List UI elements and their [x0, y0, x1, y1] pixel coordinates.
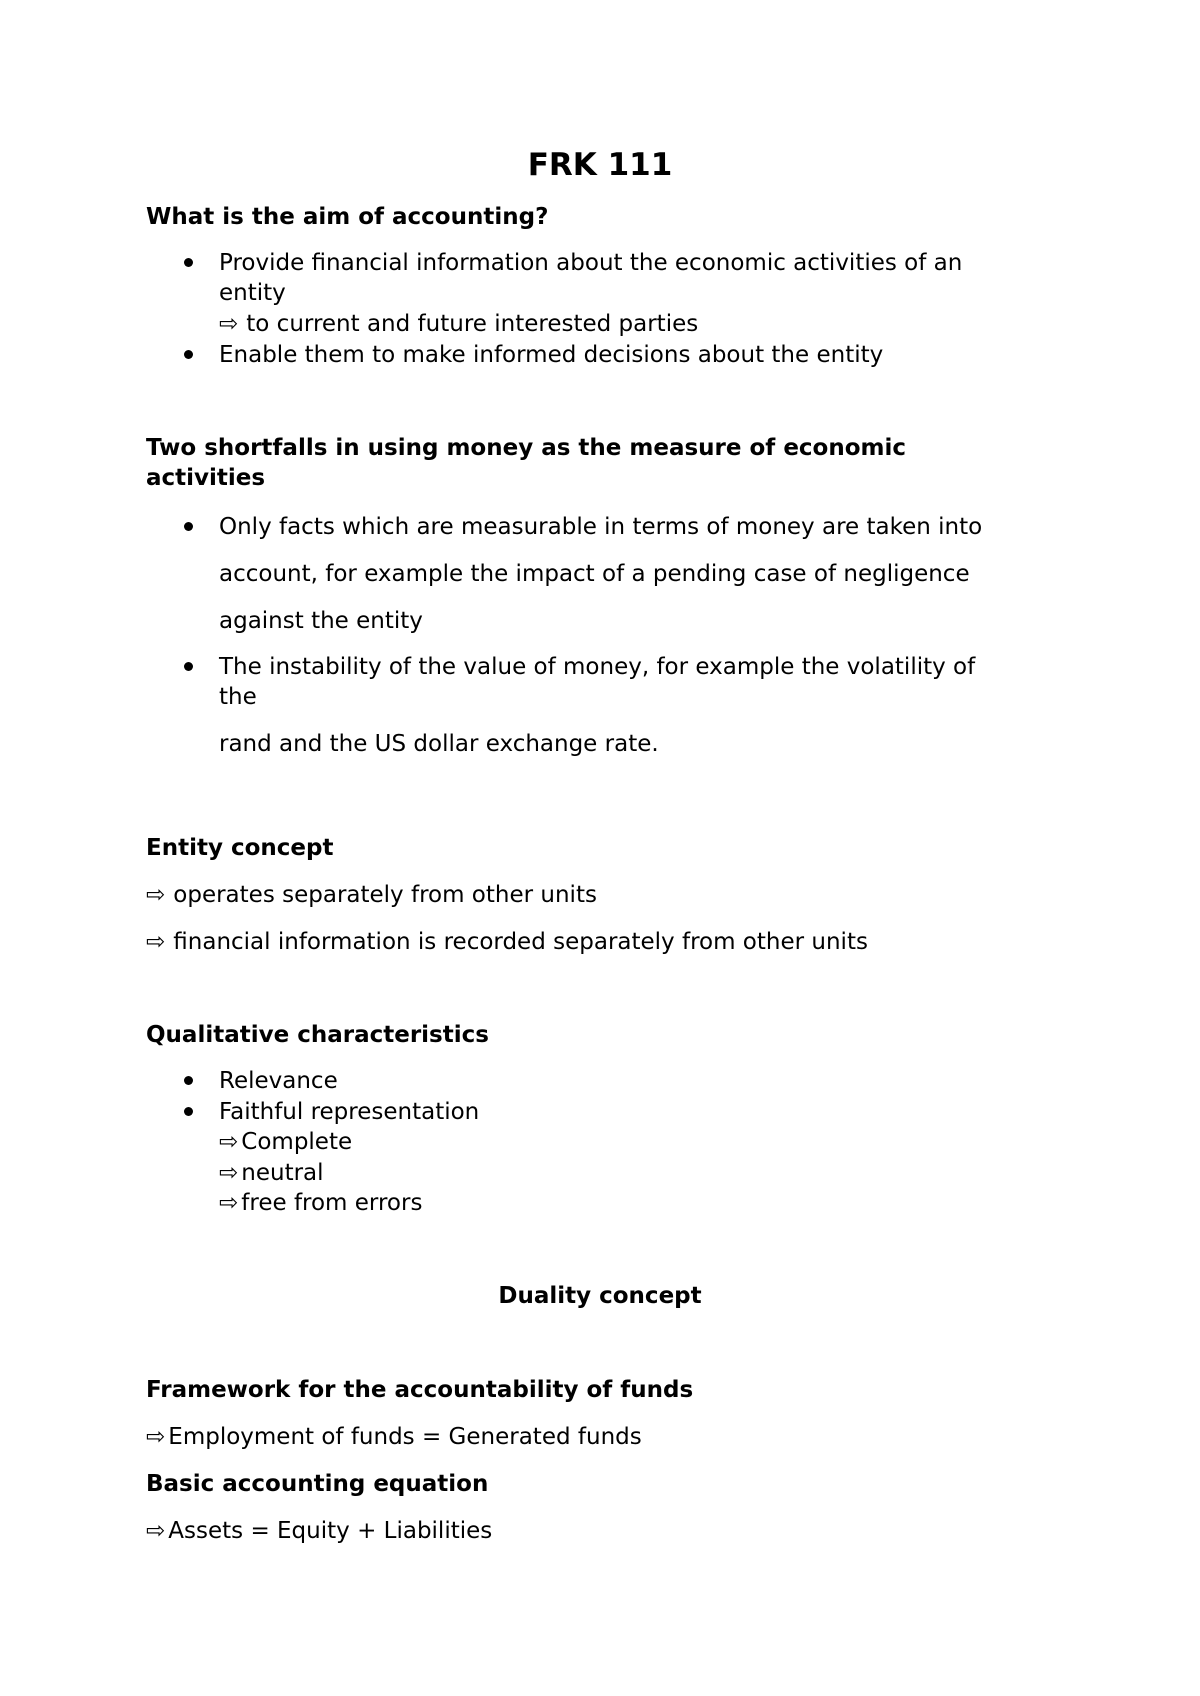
arrow-item-text: operates separately from other units: [173, 882, 597, 908]
list-item-text: account, for example the impact of a pending case of negligence: [219, 561, 970, 587]
arrow-right-icon: ⇨: [146, 1424, 166, 1450]
document-title: FRK 111: [527, 147, 673, 183]
list-item-text: The instability of the value of money, for example the volatility of: [219, 654, 976, 680]
arrow-item-text: Employment of funds = Generated funds: [168, 1424, 642, 1450]
list-item-text: Provide financial information about the economic activities of an: [219, 250, 963, 276]
arrow-item: [146, 1516, 492, 1546]
heading-aim-of-accounting: What is the aim of accounting?: [146, 204, 549, 230]
list-item-text: Relevance: [219, 1068, 338, 1094]
sub-item-text: free from errors: [241, 1190, 423, 1216]
sub-item-text: Complete: [241, 1129, 353, 1155]
arrow-item-text: financial information is recorded separately from other units: [173, 929, 868, 955]
arrow-item: [146, 927, 868, 957]
bullet-icon: [184, 350, 193, 359]
arrow-right-icon: ⇨: [219, 311, 239, 337]
bullet-icon: [184, 522, 193, 531]
sub-item: [219, 309, 698, 339]
list-item-text: Enable them to make informed decisions about the entity: [219, 342, 884, 368]
arrow-right-icon: ⇨: [146, 1518, 166, 1544]
sub-item: [219, 1188, 422, 1218]
arrow-right-icon: ⇨: [219, 1129, 239, 1155]
heading-entity-concept: Entity concept: [146, 835, 334, 861]
arrow-item: [146, 1422, 642, 1452]
list-item-text: Faithful representation: [219, 1099, 480, 1125]
sub-item: [219, 1158, 324, 1188]
arrow-item-text: Assets = Equity + Liabilities: [168, 1518, 493, 1544]
bullet-icon: [184, 1107, 193, 1116]
arrow-right-icon: ⇨: [146, 929, 166, 955]
list-item-text: Only facts which are measurable in terms of money are taken into: [219, 514, 983, 540]
sub-item-text: to current and future interested parties: [246, 311, 699, 337]
sub-item: [219, 1127, 352, 1157]
list-item-text: rand and the US dollar exchange rate.: [219, 731, 659, 757]
sub-item-text: neutral: [241, 1160, 324, 1186]
heading-two-shortfalls-line2: activities: [146, 465, 266, 491]
heading-basic-accounting-equation: Basic accounting equation: [146, 1471, 489, 1497]
arrow-right-icon: ⇨: [146, 882, 166, 908]
bullet-icon: [184, 1076, 193, 1085]
list-item-text: entity: [219, 280, 286, 306]
arrow-right-icon: ⇨: [219, 1160, 239, 1186]
heading-framework-accountability: Framework for the accountability of funds: [146, 1377, 694, 1403]
heading-qualitative-characteristics: Qualitative characteristics: [146, 1022, 489, 1048]
list-item-text: the: [219, 684, 257, 710]
arrow-item: [146, 880, 597, 910]
arrow-right-icon: ⇨: [219, 1190, 239, 1216]
bullet-icon: [184, 258, 193, 267]
bullet-icon: [184, 662, 193, 671]
heading-two-shortfalls-line1: Two shortfalls in using money as the measure of economic: [146, 435, 907, 461]
list-item-text: against the entity: [219, 608, 423, 634]
heading-duality-concept: Duality concept: [498, 1283, 702, 1309]
